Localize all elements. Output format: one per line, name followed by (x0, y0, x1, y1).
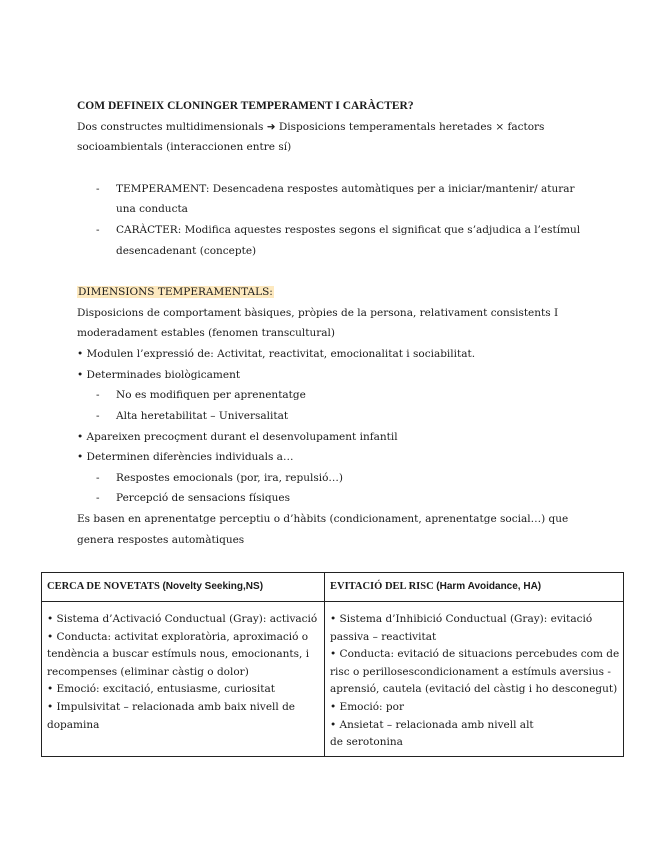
bullet-determinades: • Determinades biològicament (77, 369, 241, 381)
section-description-1: Disposicions de comportament bàsiques, pròpies de la persona, relativament consistents I (77, 307, 559, 319)
closing-line-1: Es basen en aprenentatge perceptiu o d’hàbits (condicionament, aprenentatge social…) que (77, 513, 569, 525)
list-dash: - (96, 472, 100, 484)
bullet-modulen: • Modulen l’expressió de: Activitat, reactivitat, emocionalitat i sociabilitat. (77, 348, 476, 360)
list-dash: - (96, 389, 100, 401)
cell-line: • Sistema d’Activació Conductual (Gray): activació (47, 613, 318, 625)
closing-line-2: genera respostes automàtiques (77, 534, 245, 546)
header-label: EVITACIÓ DEL RISC (330, 581, 434, 592)
temperament-definition-line-1: TEMPERAMENT: Desencadena respostes automàtiques per a iniciar/mantenir/ aturar (116, 183, 575, 195)
table-cell-novelty-seeking (47, 611, 317, 734)
section-description-2: moderadament estables (fenomen transcultural) (77, 327, 335, 339)
list-dash: - (96, 410, 100, 422)
table-header-novelty-seeking (47, 581, 263, 592)
bullet-apareixen: • Apareixen precoçment durant el desenvolupament infantil (77, 431, 398, 443)
intro-line-1 (77, 120, 544, 134)
header-divider (42, 601, 623, 602)
highlighted-heading: DIMENSIONS TEMPERAMENTALS: (78, 286, 273, 298)
intro-line-2: socioambientals (interaccionen entre sí) (77, 141, 292, 153)
table-header-harm-avoidance (330, 581, 541, 592)
cell-line: de serotonina (330, 736, 403, 749)
character-definition-line-1: CARÀCTER: Modifica aquestes respostes segons el significat que s’adjudica a l’estímul (116, 224, 581, 236)
intro-text-b: Disposicions temperamentals heretades × factors (278, 121, 545, 133)
cell-line: • Emoció: por (330, 700, 404, 713)
cell-line: • Emoció: excitació, entusiasme, curiositat (47, 683, 275, 696)
cell-line: tendència a buscar estímuls nous, emocionants, i (47, 648, 310, 661)
sub-item: Respostes emocionals (por, ira, repulsió…) (116, 472, 343, 484)
cell-line: passiva – reactivitat (330, 630, 437, 643)
temperament-definition-line-2: una conducta (116, 203, 188, 215)
header-label: CERCA DE NOVETATS (47, 581, 160, 592)
dimensions-table (41, 572, 624, 757)
cell-line: recompenses (eliminar càstig o dolor) (47, 665, 249, 678)
sub-item: Alta heretabilitat – Universalitat (116, 410, 289, 422)
list-dash: - (96, 183, 100, 195)
table-cell-harm-avoidance (330, 611, 619, 752)
cell-line: • Impulsivitat – relacionada amb baix nivell de (47, 700, 296, 713)
cell-line: risc o perillosescondicionament a estímuls aversius - (330, 665, 611, 678)
cell-line: aprensió, cautela (evitació del càstig i ho desconegut) (330, 683, 618, 696)
header-sub-label: (Novelty Seeking,NS) (162, 581, 264, 592)
cell-line: • Conducta: evitació de situacions percebudes com de (330, 648, 620, 661)
cell-line: • Ansietat – relacionada amb nivell alt (330, 718, 534, 731)
section-title (77, 285, 274, 299)
arrow-icon: ➜ (266, 121, 276, 133)
cell-line: • Conducta: activitat exploratòria, aproximació o (47, 630, 309, 643)
list-dash: - (96, 224, 100, 236)
intro-text-a: Dos constructes multidimensionals (77, 121, 264, 133)
page-title: COM DEFINEIX CLONINGER TEMPERAMENT I CARÀCTER? (77, 100, 414, 112)
header-sub-label: (Harm Avoidance, HA) (436, 581, 542, 592)
list-dash: - (96, 492, 100, 504)
sub-item: No es modifiquen per aprenentatge (116, 389, 306, 401)
bullet-determinen: • Determinen diferències individuals a… (77, 451, 294, 463)
sub-item: Percepció de sensacions físiques (116, 492, 290, 504)
cell-line: • Sistema d’Inhibició Conductual (Gray): evitació (330, 613, 593, 625)
character-definition-line-2: desencadenant (concepte) (116, 245, 257, 257)
cell-line: dopamina (47, 718, 100, 731)
